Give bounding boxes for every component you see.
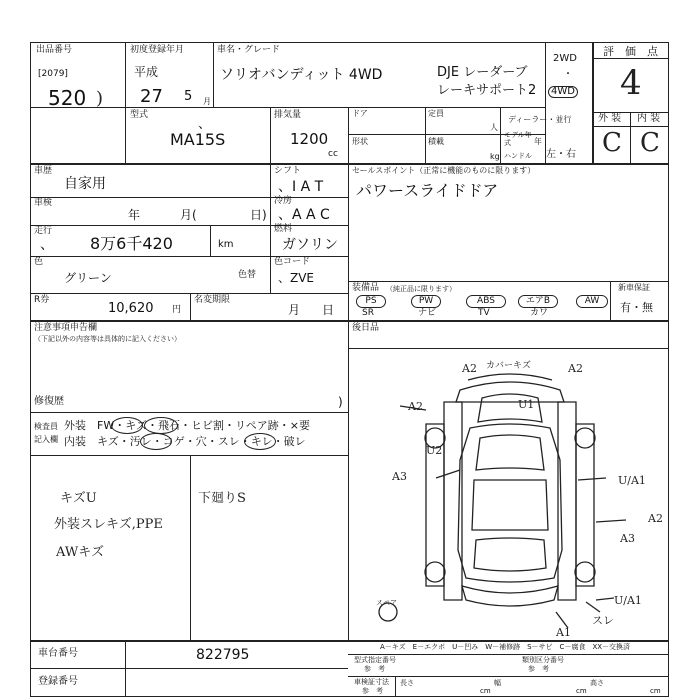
sales-label: セールスポイント（正常に機能のものに限ります）	[352, 166, 536, 175]
shift-label: シフト	[274, 166, 302, 176]
size-label: 車検証寸法	[354, 678, 389, 686]
damage-legend: A－キズ E－エクボ U－凹み W－補修跡 S－サビ C－腐食 XX－交換済	[380, 643, 631, 651]
col-line	[395, 676, 396, 697]
equip-abs[interactable]: ABS	[466, 295, 506, 308]
load-label: 積載	[428, 137, 444, 146]
circle-mark-tobiishi	[144, 417, 178, 434]
warranty-month: 月	[288, 303, 301, 317]
svg-text:U2: U2	[426, 444, 443, 457]
circle-mark-yogore	[140, 433, 172, 450]
row-line	[30, 668, 348, 669]
car-grade-1: DJE レーダーブ	[437, 65, 528, 80]
equip-navi: ナビ	[418, 308, 437, 318]
note-right-1: 下廻りS	[198, 491, 246, 506]
size-ref: 参 考	[362, 687, 383, 695]
svg-text:スペア: スペア	[376, 599, 397, 607]
col-line	[348, 107, 349, 640]
col-line	[425, 107, 426, 163]
shaken-month: 月(	[180, 208, 197, 222]
circle-mark-sure	[244, 433, 276, 450]
inspector-label-2: 記入欄	[34, 435, 58, 444]
ac-value: 、A A C	[278, 207, 330, 223]
history-label: 車歴	[34, 166, 53, 176]
svg-text:U/A1: U/A1	[614, 594, 642, 607]
model-label: 型式	[130, 110, 149, 120]
svg-text:U/A1: U/A1	[618, 474, 646, 487]
equipment-note: （純正品に限ります）	[386, 285, 456, 293]
load-unit: kg	[490, 152, 500, 161]
row-line	[30, 107, 545, 108]
attention-label: 注意事項申告欄	[34, 323, 98, 333]
row-line	[30, 412, 348, 413]
shift-value: 、I A T	[278, 179, 324, 195]
capacity-label: 定員	[428, 109, 444, 118]
drive-2wd[interactable]: 2WD	[553, 53, 577, 64]
col-line	[125, 42, 126, 163]
sales-value: パワースライドドア	[356, 181, 499, 200]
col-line	[610, 281, 611, 320]
history-value: 自家用	[64, 176, 106, 192]
equip-ps[interactable]: PS	[356, 295, 386, 308]
svg-text:A1: A1	[556, 626, 571, 638]
col-line	[190, 455, 191, 640]
svg-text:A2: A2	[408, 400, 423, 413]
type-ref: 参 考	[364, 665, 385, 673]
row-line	[30, 455, 348, 456]
circle-mark-kizu	[111, 417, 143, 434]
color-code-label: 色コード	[274, 257, 311, 267]
int-label: 内 装	[637, 113, 661, 124]
row-line	[30, 225, 348, 226]
row-line	[348, 654, 669, 655]
rear-seat-label: 後日品	[352, 323, 380, 333]
class-label: 類別区分番号	[522, 656, 564, 664]
new-warranty-value[interactable]: 有・無	[620, 301, 653, 314]
car-name: ソリオバンディット 4WD	[220, 67, 383, 83]
registry-label: 登録番号	[38, 676, 78, 687]
color-change-label: 色替	[238, 270, 257, 280]
shape-label: 形状	[352, 137, 368, 146]
disp-value: 1200	[290, 130, 329, 148]
col-line	[270, 163, 271, 293]
mileage-value: 8万6千420	[90, 234, 173, 253]
equipment-label: 装備品	[352, 283, 380, 293]
lot-mark: )	[96, 88, 104, 109]
lot-code: [2079]	[38, 69, 68, 79]
col-line	[592, 42, 594, 163]
ext-label: 外 装	[598, 113, 622, 124]
drive-4wd[interactable]: 4WD	[548, 86, 578, 98]
inspector-label-1: 検査員	[34, 422, 58, 431]
col-line	[125, 640, 126, 697]
fuel-label: 燃料	[274, 224, 293, 234]
col-line	[545, 42, 546, 163]
row-line	[348, 348, 669, 349]
type-label: 型式指定番号	[354, 656, 396, 664]
svg-text:A2: A2	[648, 512, 663, 525]
repair-label: 修復歴	[34, 396, 64, 407]
ac-label: 冷房	[274, 196, 293, 206]
length-label: 長さ	[400, 679, 414, 687]
col-line	[500, 107, 501, 163]
rating-value: 4	[620, 63, 642, 103]
car-label: 車名・グレード	[217, 45, 281, 55]
new-warranty-label: 新車保証	[618, 283, 650, 292]
svg-text:A2: A2	[568, 362, 583, 375]
int-value: C	[640, 128, 660, 158]
svg-text:カバーキズ: カバーキズ	[486, 361, 531, 371]
col-line	[210, 225, 211, 256]
note-left-2: 外装スレキズ,PPE	[54, 517, 163, 532]
dealer-label: ディーラー・並行	[508, 115, 572, 124]
warranty-day: 日	[322, 303, 335, 317]
color-code-value: 、ZVE	[278, 271, 315, 285]
door-label: ドア	[352, 109, 368, 118]
recycle-unit: 円	[172, 305, 182, 315]
lot-number: 520	[48, 86, 87, 110]
equip-airbag[interactable]: エアB	[518, 295, 558, 308]
handle-label: ハンドル	[504, 152, 532, 160]
svg-text:A3: A3	[620, 532, 635, 545]
width-label: 幅	[494, 679, 501, 687]
svg-text:A2: A2	[462, 362, 477, 375]
model-year-label: モデル年式	[504, 131, 532, 147]
mileage-label: 走行	[34, 226, 53, 236]
model-value: MA15S	[170, 130, 226, 149]
shaken-day: 日)	[250, 208, 267, 222]
equip-tv: TV	[478, 308, 490, 318]
model-value-prefix: 、	[198, 117, 212, 132]
recycle-value: 10,620	[108, 301, 154, 316]
disp-unit: cc	[328, 149, 338, 159]
class-ref: 参 考	[528, 665, 549, 673]
shaken-label: 車検	[34, 198, 53, 208]
inspector-ext: 外装 FW・キズ・飛石・ヒビ割・リペア跡・×要	[64, 419, 310, 432]
equip-sr: SR	[362, 308, 374, 318]
rating-label: 評 価 点	[603, 45, 658, 58]
col-line	[630, 112, 631, 163]
width-cm: cm	[576, 687, 587, 695]
note-left-1: キズU	[60, 491, 97, 506]
height-label: 高さ	[590, 679, 604, 687]
equip-aw[interactable]: AW	[576, 295, 608, 308]
reg-label: 初度登録年月	[130, 45, 185, 55]
chassis-label: 車台番号	[38, 648, 78, 659]
color-label: 色	[34, 257, 44, 267]
svg-text:スレ: スレ	[592, 614, 614, 627]
row-line	[30, 320, 669, 322]
reg-era: 平成	[134, 65, 159, 79]
col-line	[270, 107, 271, 163]
row-line	[30, 163, 669, 165]
col-line	[190, 293, 191, 320]
note-left-3: AWキズ	[56, 545, 104, 560]
recycle-label: R券	[34, 295, 50, 305]
reg-month-unit: 月	[203, 97, 211, 106]
lot-label: 出品番号	[36, 45, 73, 55]
row-line	[30, 293, 348, 294]
inspector-int: 内装 キズ・汚レ・コゲ・穴・スレ・キレ・破レ	[64, 435, 306, 448]
svg-text:U1: U1	[518, 398, 535, 411]
chassis-value: 822795	[196, 647, 250, 663]
handle-value[interactable]: 左・右	[546, 149, 576, 160]
attention-note: （下記以外の内容等は具体的に記入ください）	[34, 335, 181, 343]
row-line	[348, 281, 669, 282]
color-value: グリーン	[64, 271, 112, 285]
car-grade-2: レーキサポート2	[437, 83, 537, 98]
car-damage-diagram	[350, 350, 668, 638]
row-line	[348, 676, 669, 677]
col-line	[213, 42, 214, 107]
svg-text:A3: A3	[392, 470, 407, 483]
row-line	[30, 197, 348, 198]
disp-label: 排気量	[274, 110, 302, 120]
capacity-unit: 人	[490, 123, 498, 132]
equip-leather: カワ	[530, 308, 549, 318]
drive-dot: ・	[563, 69, 573, 80]
length-cm: cm	[480, 687, 491, 695]
reg-month: 5	[184, 89, 193, 104]
warranty-label: 名変期限	[194, 295, 231, 305]
equip-pw[interactable]: PW	[411, 295, 441, 308]
mileage-unit: km	[218, 239, 234, 250]
shaken-year: 年	[128, 208, 141, 222]
fuel-value: ガソリン	[282, 237, 338, 253]
mileage-prefix: 、	[40, 237, 54, 253]
reg-year: 27	[140, 86, 163, 107]
repair-close: )	[338, 395, 343, 409]
model-year-unit: 年	[534, 137, 542, 146]
col-line	[592, 58, 669, 59]
height-cm: cm	[650, 687, 661, 695]
ext-value: C	[602, 128, 622, 158]
